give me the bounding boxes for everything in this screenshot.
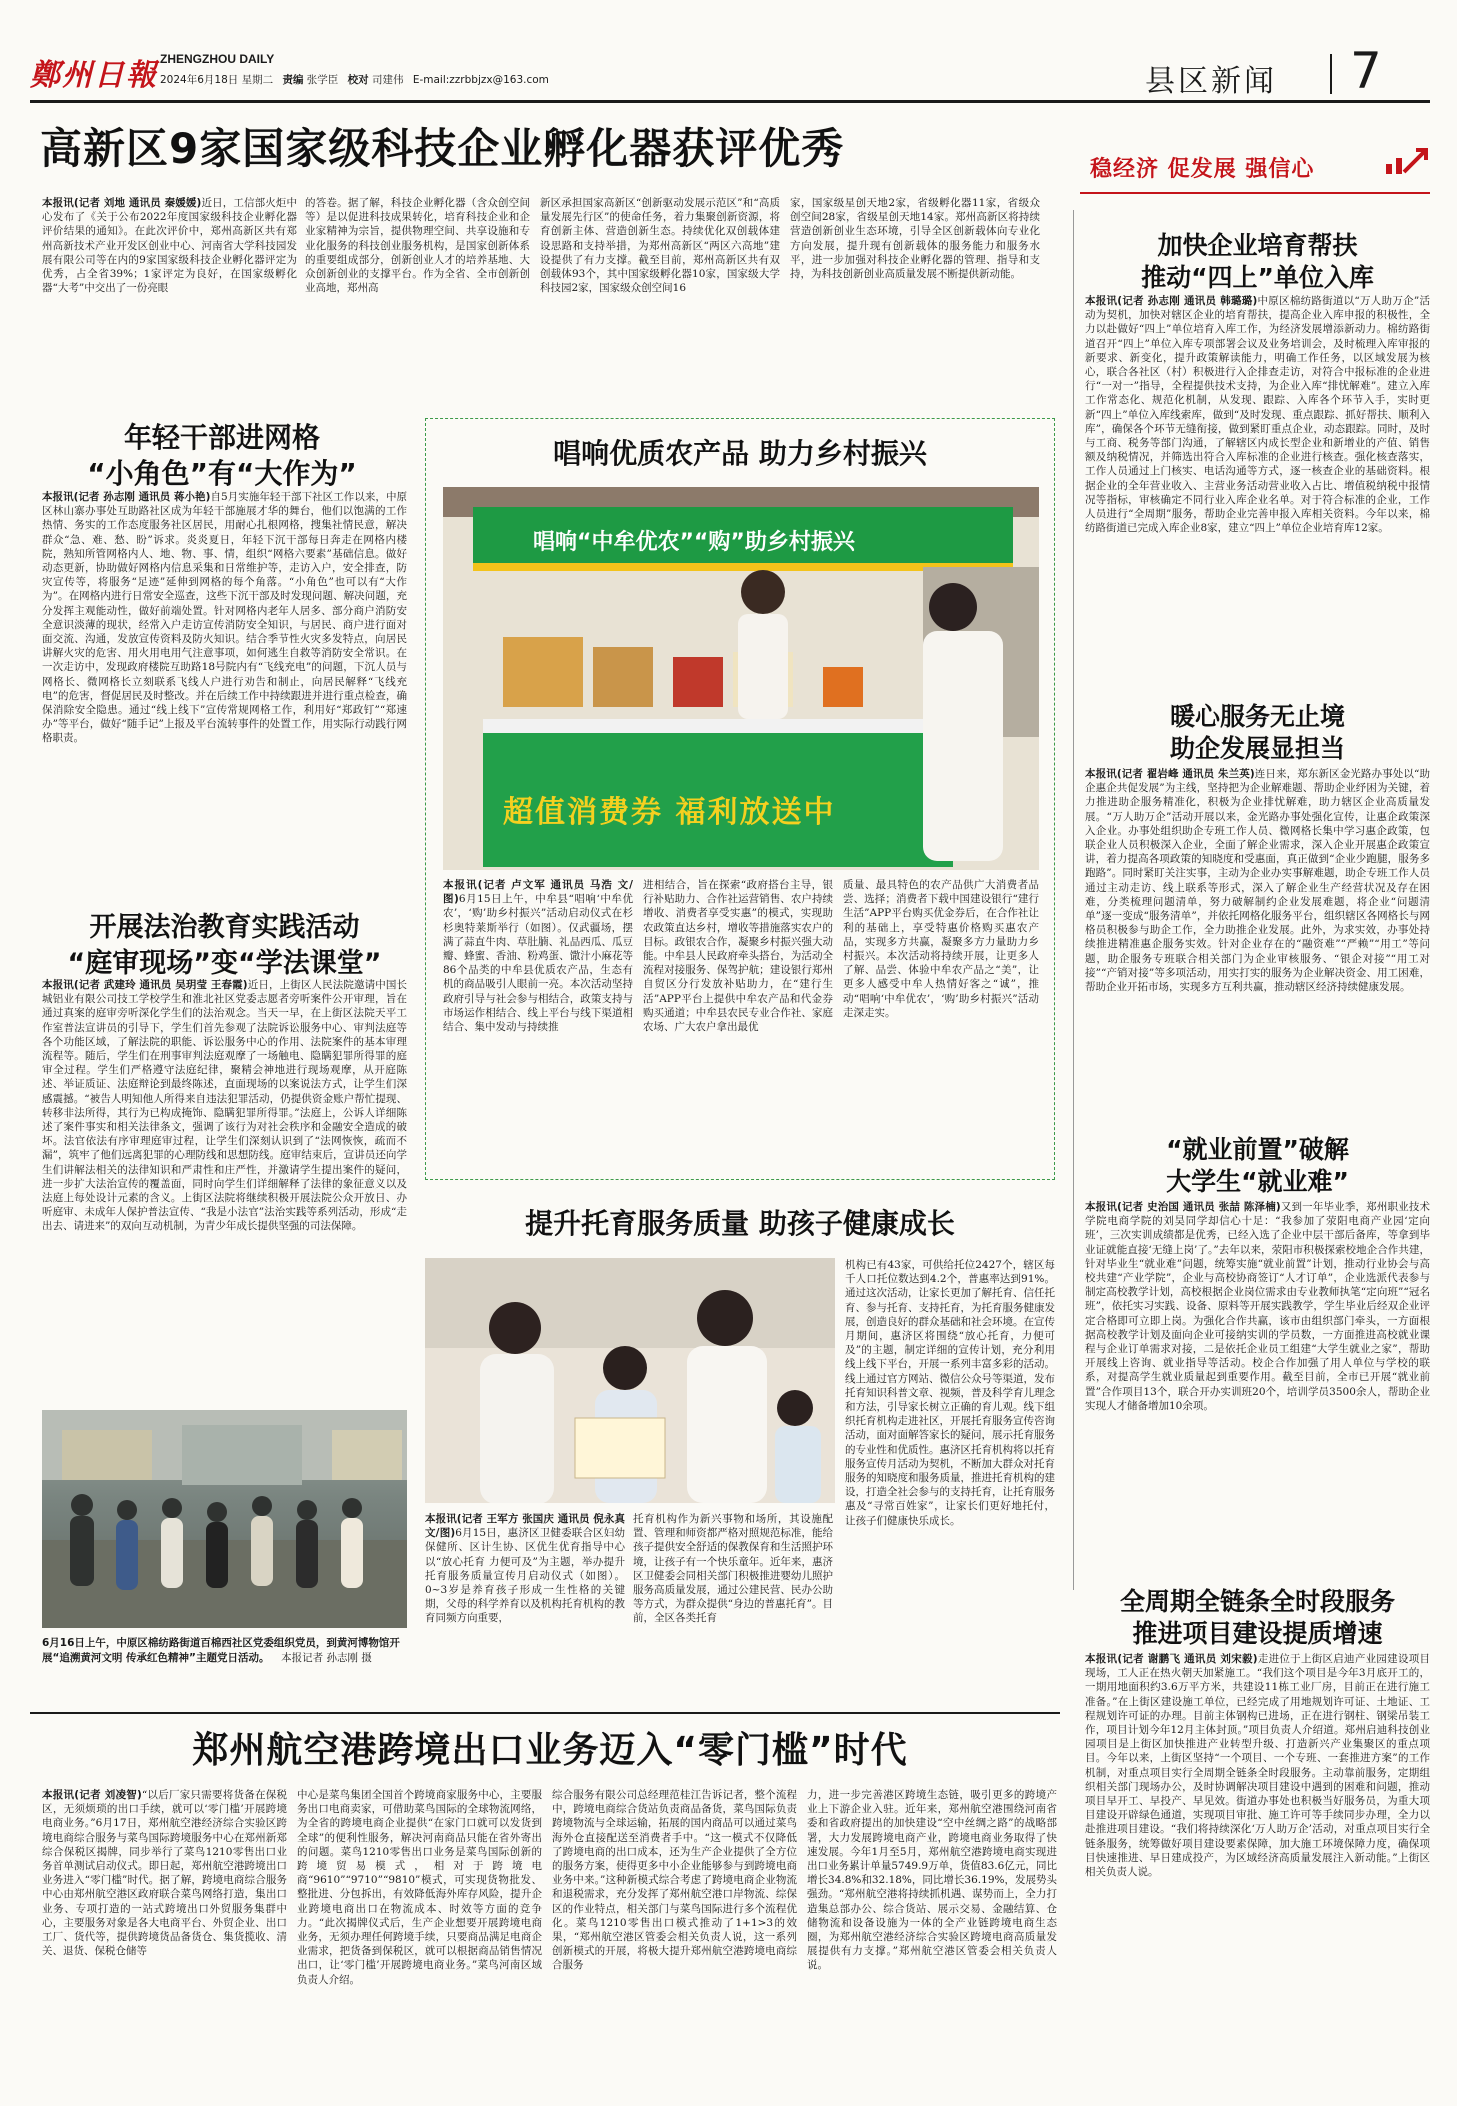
farm-col-2 [643, 878, 833, 1172]
grid-article-body [42, 490, 407, 860]
section-name: 县区新闻 [1145, 64, 1277, 99]
proof-name: 司建伟 [371, 74, 404, 86]
r3-article-body [1085, 1200, 1430, 1540]
child-col2-text: 托育机构作为新兴事物和场所，其设施配置、管理和师资都严格对照规范标准，能给孩子提供安全舒适的保教保育和生活照护环境，让孩子有一个快乐童年。近年来，惠济区卫健委会同相关部门积极推进婴幼儿照护服务高质量发展，通过公建民营、民办公助等方式，为群众提供“身边的普惠托育”。目前，全区各类托育 [633, 1513, 833, 1625]
masthead [30, 42, 1430, 100]
r3-headline-line1: “就业前置”破解 [1166, 1135, 1349, 1164]
farm-col1-text: 6月15日上午，中牟县“唱响‘中牟优农’，‘购’助乡村振兴”活动启动仪式在杉杉奥特莱斯举行（如图）。仅武疆场，摆满了蒜直牛肉、草肚腩、礼品西瓜、瓜豆瓣、蜂蜜、香油、粉鸡蛋、馓汁小麻花等86个品类的中牟县优质农产品，生态有机的商品吸引人眼前一亮。本次活动坚持政府引导与社会参与相结合，政策支持与市场运作相结合、线上平台与线下渠道相结合、集中发动与持续推 [443, 893, 633, 1034]
r3-headline-line2: 大学生“就业难” [1166, 1167, 1349, 1196]
law-headline-line1: 开展法治教育实践活动 [89, 912, 360, 943]
museum-caption-text: 6月16日上午，中原区棉纺路街道百棉西社区党委组织党员，到黄河博物馆开展“追溯黄河文明 传承红色精神”主题党日活动。 [42, 1637, 400, 1664]
r1-headline-line1: 加快企业培育帮扶 [1157, 231, 1358, 260]
bottom-col-1 [42, 1788, 287, 2068]
r1-byline: 本报讯(记者 孙志刚 通讯员 韩璐璐) [1085, 295, 1258, 307]
main-article-col-2 [305, 196, 530, 318]
farm-col-3 [843, 878, 1039, 1172]
r1-text: 中原区棉纺路街道以“万人助万企”活动为契机，加快对辖区企业的培育帮扶，提高企业入库申报的积极性，全力以赴做好“四上”单位培育入库工作，为经济发展增添新动力。棉纺路街道召开“四上”单位入库专项部署会议及业务培训会，及时梳理入库审报的新要求、新变化，提升政策解读能力，明确工作任务，以区域发展为核心，联合各社区（村）积极进行入企排查走访，对符合中报标准的企业进行“一对一”指导，全程提供技术支持，为企业入库“排忧解难”。建立入库工作常态化、规范化机制，从发现、跟踪、入库各个环节入手，实时更新“四上”单位入库线索库，做到“及时发现、重点跟踪、抓好帮扶、顺利入库”，确保各个环节无缝衔接，做到紧盯重点企业，动态跟踪。同时，及时与工商、税务等部门沟通，了解辖区内成长型企业和新增业的产值、销售额及纳税情况，并筛选出符合入库标准的企业进行核查。强化核查落实，工作人员通过上门核实、电话沟通等方式，逐一核查企业的基础资料。根据企业的全年营业收入、主营业务活动营业收入占比、增值税纳税中报情况等指标，审核确定不同行业入库企业名单。对于符合标准的企业，工作人员进行“全周期”服务，帮助企业完善申报入库相关资料。今年以来，棉纺路街道已完成入库企业8家，建立“四上”单位企业培育库12家。 [1085, 295, 1430, 535]
slogan [1090, 152, 1430, 182]
r4-byline: 本报讯(记者 谢鹏飞 通讯员 刘宋毅) [1085, 1653, 1258, 1665]
farm-col-1 [443, 878, 633, 1172]
farm-counter-text: 超值消费券 福利放送中 [503, 795, 836, 830]
r2-headline-line1: 暖心服务无止境 [1169, 702, 1345, 731]
bottom-col4-text: 力，进一步完善港区跨境生态链，吸引更多的跨境产业上下游企业入驻。近年来，郑州航空港围绕河南省委和省政府提出的加快建设“空中丝绸之路”的战略部署，大力发展跨境电商产业，跨境电商业务取得了快速发展。今年1月至5月，郑州航空港跨境电商实现进出口业务累计单量5749.9万单，货值83.6亿元，同比增长34.8%和32.18%，同比增长36.19%，发展势头强劲。“郑州航空港将持续抓机遇、谋势而上，全力打造集总部办公、综合货站、展示交易、金融结算、仓储物流和设备设施为一体的全产业链跨境电商生态圈，为郑州航空港经济综合实验区跨境电商高质量发展提供有力支撑。”郑州航空港区管委会相关负责人说。 [807, 1789, 1057, 1972]
issue-date: 2024年6月18日 星期二 [160, 74, 274, 86]
farm-col3-text: 质量、最具特色的农产品供广大消费者品尝、选择；消费者下载中国建设银行“建行生活”APP平台购买优金券后，在合作社让利的基础上，享受特惠价格购买惠农产品，实现多方共赢，凝聚多方力量助力乡村振兴。本次活动将持续开展，让更多人了解、品尝、体验中牟农产品之“美”，让更多人感受中牟人热情好客之“诚”，推动“唱响‘中牟优农’，‘购’助乡村振兴”活动走深走实。 [843, 879, 1039, 1019]
slogan-rule [1080, 192, 1430, 194]
r4-text: 走进位于上街区启迪产业园建设项目现场，工人正在热火朝天加紧施工。“我们这个项目是今年3月底开工的，一期用地面积约3.6万平方米，共建设11栋工业厂房，目前正在进行施工准备。”在上街区建设施工单位，已经完成了用地规划许可证、土地证、工程规划许可证的办理。目前主体钢构已进场，正在进行钢柱、钢梁吊装工作，项目计划今年12月主体封顶。”项目负责人介绍道。郑州启迪科技创业园项目是上街区加快推进产业转型升级、打造新兴产业集聚区的重点项目。今年以来，上街区坚持“一个项目、一个专班、一套推进方案”的工作机制，对重点项目实行全周期全链条全时段服务。主动靠前服务，定期组织相关部门现场办公，及时协调解决项目建设中遇到的困难和问题，推动项目早开工、早投产、早见效。街道办事处也积极当好服务员，为重大项目建设开辟绿色通道，实现项目审批、施工许可等手续同步办理，全力以赴推进项目建设。“我们将持续深化‘万人助万企’活动，对重点项目实行全链条服务，统筹做好项目建设要素保障，加大施工环境保障力度，确保项目快速推进、早日建成投产，为区域经济高质量发展注入新动能。”上街区相关负责人说。 [1085, 1653, 1430, 1879]
paper-english-name: ZHENGZHOU DAILY [160, 52, 275, 66]
child-headline: 提升托育服务质量 助孩子健康成长 [525, 1207, 955, 1240]
r4-article-body [1085, 1652, 1430, 2062]
main-article-col-4 [790, 196, 1040, 318]
child-byline: 本报讯(记者 王军方 张国庆 通讯员 倪永真 文/图) [425, 1513, 625, 1540]
child-col-1 [425, 1512, 625, 1702]
r2-byline: 本报讯(记者 翟岩峰 通讯员 朱兰英) [1085, 768, 1255, 780]
bottom-col-2 [297, 1788, 542, 2068]
bottom-col-4 [807, 1788, 1057, 2068]
law-byline: 本报讯(记者 武建玲 通讯员 吴玥莹 王春霞) [42, 979, 248, 991]
main-headline: 高新区9家国家级科技企业孵化器获评优秀 [40, 124, 845, 173]
bottom-col3-text: 综合服务有限公司总经理范桂江告诉记者，整个流程中，跨境电商综合货站负责商品备货，菜鸟国际负责跨境物流与全球运输，拓展的国内商品可以通过菜鸟海外仓直接配送至消费者手中。“这一模式不仅降低了跨境电商的出口成本，还为生产企业提供了全方位的服务方案，使得更多中小企业能够参与到跨境电商业务中来。”这种新模式综合考虑了跨境电商企业物流和退税需求，充分发挥了郑州航空港口岸物流、综保区的作业特点，相关部门与菜鸟国际进行多个流程优化。菜鸟1210零售出口模式推动了1+1>3的效果，“郑州航空港区管委会相关负责人说，这一系列创新模式的开展，将极大提升郑州航空港跨境电商综合服务 [552, 1789, 797, 1972]
grid-byline: 本报讯(记者 孙志刚 通讯员 蒋小艳) [42, 491, 211, 503]
r3-byline: 本报讯(记者 史治国 通讯员 张喆 陈泽楠) [1085, 1201, 1281, 1213]
r4-headline-line1: 全周期全链条全时段服务 [1119, 1587, 1395, 1616]
main-col1-text: 近日，工信部火炬中心发布了《关于公布2022年度国家级科技企业孵化器评价结果的通知》。在此次评价中，郑州高新区共有郑州高新技术产业开发区创业中心、河南省大学科技园发展有限公司等在内的9家国家级科技企业孵化器评定为优秀，占全省39%；1家评定为良好，在国家级孵化器“大考”中交出了一份亮眼 [42, 197, 297, 295]
main-col2-text: 的答卷。据了解，科技企业孵化器（含众创空间等）是以促进科技成果转化，培育科技企业和企业家精神为宗旨，提供物理空间、共享设施和专业化服务的科技创业服务机构，是国家创新体系的重要组成部分，创新创业人才的培养基地、大众创新创业的支撑平台。作为全省、全市创新创业高地，郑州高 [305, 197, 530, 295]
farm-byline: 本报讯(记者 卢文军 通讯员 马浩 文/图) [443, 879, 633, 906]
main-byline: 本报讯(记者 刘地 通讯员 秦媛媛) [42, 197, 202, 209]
page-divider [1330, 54, 1332, 94]
grid-headline-line2: “小角色”有“大作为” [87, 457, 357, 490]
museum-scene-icon [42, 1410, 407, 1628]
bottom-byline: 本报讯(记者 刘凌智) [42, 1789, 142, 1801]
r2-article-body [1085, 767, 1430, 1087]
bottom-col-3 [552, 1788, 797, 2068]
r1-article-body [1085, 294, 1430, 684]
bottom-col1-text: “以后厂家只需要将货备在保税区，无须烦琐的出口手续，就可以‘零门槛’开展跨境电商业务。”6月17日，郑州航空港经济综合实验区跨境电商综合服务与菜鸟国际跨境服务中心在郑州新郑综合保税区揭牌，同步举行了菜鸟1210零售出口业务首单测试启动仪式。即日起，郑州航空港跨境出口业务进入“零门槛”时代。据了解，跨境电商综合服务中心由郑州航空港区政府联合菜鸟网络打造，集出口业务、专项打造的一站式跨境出口外贸服务集群中心，主要服务对象是各大电商平台、外贸企业、出口工厂、货代等，提供跨境货品备货仓、集货揽收、清关、退货、保税仓储等 [42, 1789, 287, 1958]
r2-headline-line2: 助企发展显担当 [1169, 734, 1345, 763]
law-headline-line2: “庭审现场”变“学法课堂” [67, 948, 382, 979]
bottom-col2-text: 中心是菜鸟集团全国首个跨境商家服务中心，主要服务出口电商卖家，可借助菜鸟国际的全球物流网络，为全省的跨境电商企业提供“在家门口就可以发货到全球”的便利性服务，解决河南商品只能在省外寄出的问题。菜鸟1210零售出口业务是菜鸟国际创新的跨境贸易模式，相对于跨境电商“9610”“9710”“9810”模式，可实现货物批发、整批进、分包拆出，有效降低海外库存风险，提升企业跨境电商出口在物流成本、时效等方面的竞争力。“此次揭牌仪式后，生产企业想要开展跨境电商业务，无须办理任何跨境手续，只要商品满足电商企业需求，把货备到保税区，就可以根据商品销售情况出口，让‘零门槛’开展跨境电商业务。”菜鸟河南区域负责人介绍。 [297, 1789, 542, 1986]
main-article-col-1 [42, 196, 297, 318]
museum-caption [42, 1636, 407, 1665]
farm-headline: 唱响优质农产品 助力乡村振兴 [553, 437, 927, 470]
page-number: 7 [1350, 42, 1382, 100]
farm-col2-text: 进相结合，旨在探索“政府搭台主导，银行补贴助力、合作社运营销售、农户持续增收、消费者享受实惠”的模式，实现助农政策直达乡村，增收等措施落实农户的目标。政银农合作，凝聚乡村振兴强大动能。中牟县人民政府牵头搭台，为活动全流程对接服务、保驾护航；建设银行郑州自贸区分行发放补贴助力，在“建行生活”APP平台上提供中牟农产品和代金券购买通道；中牟县农民专业合作社、家庭农场、广大农户拿出最优 [643, 879, 833, 1034]
grid-headline-line1: 年轻干部进网格 [123, 421, 320, 454]
date-line [160, 72, 549, 87]
r2-text: 连日来，郑东新区金光路办事处以“助企惠企共促发展”为主线，坚持把为企业解难题、帮助企业纾困为关键，着力推进助企服务精准化，积极为企业排忧解难，助力辖区企业高质量发展。“万人助万企”活动开展以来，金光路办事处强化宣传，让惠企政策深入企业。办事处组织助企专班工作人员、微网格长集中学习惠企政策，包联企业人员积极深入企业，全面了解企业需求，深入企业开展惠企政策宣讲，着力提高各项政策的知晓度和受惠面，真正做到“企业少跑腿，服务多跑路”。同时紧盯关注实事，主动为企业办实事解难题，助企专班工作人员通过主动走访、线上联系等形式，深入了解企业生产经营状况及存在困难，分类梳理问题清单，努力破解制约企业发展难题，将企业“问题清单”逐一变成“服务清单”，并依托网格化服务平台，组织辖区各网格长与网格员积极参与助企工作，全力助推企业发展。此外，为求实效，办事处持续推进精准惠企服务实效。针对企业存在的“融资难”“严赖”“用工”等问题，助企服务专班联合相关部门为企业审核服务、“银企对接”“用工对接”“产销对接”等多项活动，用实打实的服务为企业解决资金、用工困难，帮助企业开拓市场，实现多方互利共赢，推动辖区经济持续健康发展。 [1085, 768, 1430, 994]
editor-label: 责编 [282, 74, 304, 86]
farm-photo [443, 487, 1039, 870]
child-col1-text: 6月15日，惠济区卫健委联合区妇幼保健所、区计生协、区优生优育指导中心以“放心托育 力便可及”为主题，举办提升托育服务质量宣传月启动仪式（如图）。0~3岁是养育孩子形成一生性格的关键期，父母的科学养育以及机构托育机构的教育同频方向重要， [425, 1527, 625, 1625]
farm-banner-text: 唱响“中牟优农”“购”助乡村振兴 [533, 530, 855, 555]
editor-name: 张学臣 [306, 74, 339, 86]
child-photo [425, 1258, 835, 1503]
childcare-scene-icon [425, 1258, 835, 1503]
law-text: 近日，上街区人民法院邀请中国长城铝业有限公司技工学校学生和淮北社区党委志愿者旁听案件公开审理，旨在通过真案的庭审旁听深化学生们的法治观念。当天一早，在上街区法院天平工作室普法宣讲员的引导下，学生们首先参观了法院诉讼服务中心、审判法庭等各个功能区域，了解法院的职能、诉讼服务中心的作用、法院案件的基本审理流程等。随后，学生们在刑事审判法庭观摩了一场触电、隐瞒犯罪所得罪的庭审全过程。学生们严格遵守法庭纪律，聚精会神地进行现场观摩，从开庭陈述、举证质证、法庭辩论到最终陈述，直面现场的以案说法方式，让学生们深感震撼。“被告人明知他人所得来自违法犯罪活动，仍提供资金账户帮忙提现、转移非法所得，其行为已构成掩饰、隐瞒犯罪所得罪。”法庭上，公诉人详细陈述了案件事实和相关法律条文，强调了该行为对社会秩序和金融安全造成的破坏。法官依法有序审理庭审过程，让学生们深刻认识到了“法网恢恢，疏而不漏”，筑牢了他们远离犯罪的心理防线和思想防线。庭审结束后，宣讲员还向学生们讲解法相关的法律知识和严肃性和庄严性，并激请学生提出案件的疑问，进一步扩大法治宣传的覆盖面，同时向学生们详细解释了法律的象征意义以及法庭上每处设计元素的含义。上街区法院将继续积极开展法院公众开放日、办听庭审、未成年人保护普法宣传、“我是小法官”法治实践等系列活动，形成“走出去、请进来”的双向互动机制，为青少年成长提供坚强的司法保障。 [42, 979, 407, 1233]
proof-label: 校对 [347, 74, 369, 86]
child-col-3 [845, 1258, 1055, 1700]
main-col4-text: 家，国家级星创天地2家，省级孵化器11家，省级众创空间28家，省级星创天地14家。郑州高新区将持续营造创新创业生态环境，引导全区创新载体向专业化方向发展，提升现有创新载体的服务能力和服务水平，进一步加强对科技企业孵化器的管理、指导和支持，为科技创新创业高质量发展不断提供新动能。 [790, 197, 1040, 281]
bottom-top-rule [30, 1712, 1060, 1714]
slogan-text: 稳经济 促发展 强信心 [1090, 157, 1315, 182]
r1-headline-line2: 推动“四上”单位入库 [1141, 263, 1374, 292]
right-column-rule [1073, 210, 1074, 1590]
r3-text: 又到一年毕业季，郑州职业技术学院电商学院的刘昊同学却信心十足：“我参加了荥阳电商产业园‘定向班’，三次实训成绩都是优秀，已经入选了企业中层干部后备库，等拿到毕业证就能直接‘无缝上岗’了。”去年以来，荥阳市积极探索校地企合作共建，针对毕业生“就业难”问题，统筹实施“就业前置”计划，推动行业协会与高校共建“产业学院”，企业与高校协商签订“人才订单”，企业选派代表参与制定高校教学计划，高校根据企业岗位需求由专业教师执笔“定向班”“冠名班”，依托实习实践、设备、原料等开展实践教学，学生毕业后经双企业评定合格即可立即上岗。为强化合作共赢，该市由组织部门牵头，一方面根据高校教学计划及面向企业可接纳实训的学员数，一方面推进高校就业课程与企业订单需求对接，二是依托企业员工组建“大学生就业之家”，帮助开展线上咨询、就业指导等活动。校企合作加强了用人单位与学校的联系，对提高学生就业质量起到重要作用。截至目前，全市已开展“就业前置”合作项目13个，联合开办实训班20个，培训学员3500余人，帮助企业实现人才储备增加10余项。 [1085, 1201, 1430, 1412]
email: E-mail:zzrbbjzx@163.com [412, 74, 549, 86]
child-col-2 [633, 1512, 833, 1702]
masthead-rule [30, 100, 1430, 103]
newspaper-logo: 鄭州日報 [30, 58, 158, 93]
main-article-col-3 [540, 196, 780, 318]
grid-text: 自5月实施年轻干部下社区工作以来，中原区林山寨办事处互助路社区成为年轻干部施展才华的舞台，他们以饱满的工作热情、务实的工作态度服务社区居民，用耐心扎根网格，搜集社情民意，解决群众“急、难、愁、盼”诉求。炎炎夏日，年轻下沉干部每日奔走在网格内楼院，熟知所管网格内人、地、物、事、情，组织“网格六要素”基础信息。做好动态更新，协助做好网格内信息采集和日常维护等，走访入户，安全排查，防灾宣传等，将服务“足迹”延伸到网格的每个角落。“小角色”也可以有“大作为”。在网格内进行日常安全巡查，这些下沉干部及时发现问题、解决问题，充分发挥主观能动性，做好前端处置。针对网格内老年人居多、部分商户消防安全意识淡薄的现状，经常入户走访宣传消防安全知识，与居民、商户进行面对面交流、沟通，发放宣传资料及防火知识。结合季节性火灾多发特点，向居民讲解火灾的危害、用火用电用气注意事项，如何逃生自救等消防安全常识。在一次走访中，发现政府楼院互助路18号院内有“飞线充电”的问题，下沉人员与网格长、微网格长立刻联系飞线人户进行劝告和制止，向居民解释“飞线充电”的危害，督促居民及时整改。并在后续工作中持续跟进并进行重点检查，确保消除安全隐患。通过“线上线下”宣传常规网格工作，利用好“郑政钉”“郑速办”等平台，做好“随手记”上报及平台流转事件的处置工作，用实际行动践行网格职责。 [42, 491, 407, 745]
museum-photo [42, 1410, 407, 1628]
main-col3-text: 新区承担国家高新区“创新驱动发展示范区”和“高质量发展先行区”的使命任务，着力集聚创新资源，将育创新主体、营造创新生态。持续优化双创载体建设思路和支持举措，为郑州高新区“两区六高地”建设提供了有力支撑。截至目前，郑州高新区共有双创载体93个，其中国家级孵化器10家，国家级大学科技园2家，国家级众创空间16 [540, 197, 780, 295]
trend-arrow-icon [1384, 146, 1430, 176]
bottom-headline: 郑州航空港跨境出口业务迈入“零门槛”时代 [192, 1730, 908, 1771]
law-article-body [42, 978, 407, 1378]
child-col3-text: 机构已有43家，可供给托位2427个，辖区每千人口托位数达到4.2个，普惠率达到91%。通过这次活动，让家长更加了解托育、信任托育、参与托育、支持托育，为托育服务健康发展，创造良好的群众基础和社会环境。在宣传月期间，惠济区将围绕“放心托育，力便可及”的主题，制定详细的宣传计划，充分利用线上线下平台，开展一系列丰富多彩的活动。线上通过官方网站、微信公众号等渠道，发布托育知识科普文章、视频，普及科学育儿理念和方法，引导家长树立正确的育儿观。线下组织托育机构走进社区，开展托育服务宣传咨询活动，面对面解答家长的疑问，展示托育服务的专业性和优质性。惠济区托育机构将以托育服务宣传月活动为契机，不断加大群众对托育服务的知晓度和服务质量，推进托育机构的建设，打造全社会参与的支持托育，让托育服务惠及“寻常百姓家”，让家长们更好地托付，让孩子们健康快乐成长。 [845, 1259, 1055, 1527]
museum-photo-credit: 本报记者 孙志刚 摄 [281, 1651, 372, 1664]
r4-headline-line2: 推进项目建设提质增速 [1132, 1619, 1383, 1648]
